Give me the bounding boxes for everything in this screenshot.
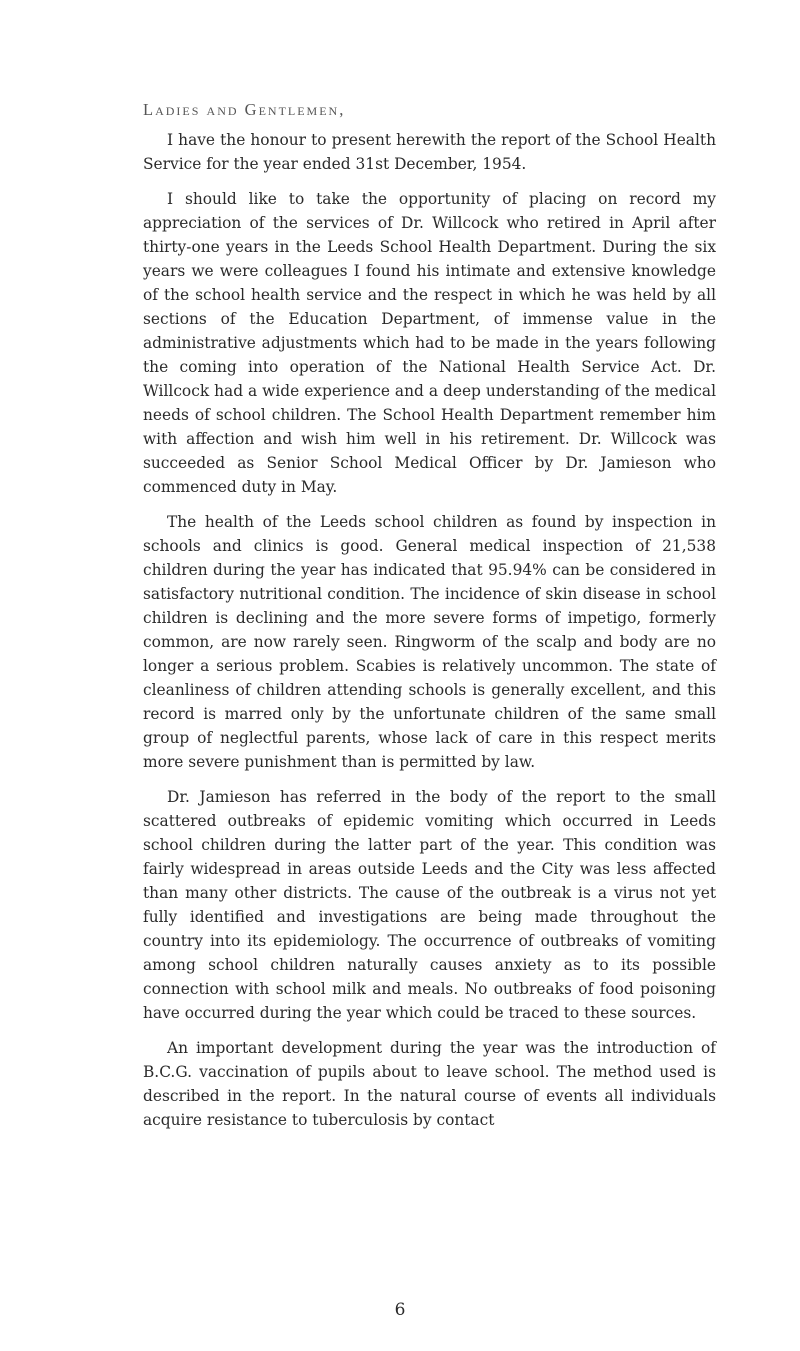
- paragraph-bcg-vaccination: An important development during the year was the introduction of B.C.G. vaccination of pupils about to leave school. The method used is described in the report. In the natural course of events all individuals acquire resistance to tuberculosis by contact: [143, 1039, 716, 1129]
- paragraph-dr-willcock-retirement: I should like to take the opportunity of placing on record my appreciation of the services of Dr. Willcock who retired in April after thirty-one years in the Leeds School Health Department. During the six years we were colleagues I found his intimate and extensive knowledge of the school health service and the respect in which he was held by all sections of the Education Department, of immense value in the administrative adjustments which had to be made in the years following the coming into operation of the National Health Service Act. Dr. Willcock had a wide experience and a deep understanding of the medical needs of school children. The School Health Department remember him with affection and wish him well in his retirement. Dr. Willcock was succeeded as Senior School Medical Officer by Dr. Jamieson who commenced duty in May.: [143, 190, 716, 496]
- paragraph-health-of-school-children: The health of the Leeds school children as found by inspection in schools and clinics is good. General medical inspection of 21,538 children during the year has indicated that 95.94% can be considered in satisfactory nutritional condition. The incidence of skin disease in school children is declining and the more severe forms of impetigo, formerly common, are now rarely seen. Ringworm of the scalp and body are no longer a serious problem. Scabies is relatively uncommon. The state of cleanliness of children attending schools is generally excellent, and this record is marred only by the unfortunate children of the same small group of neglectful parents, whose lack of care in this respect merits more severe punishment than is permitted by law.: [143, 513, 716, 771]
- salutation: Ladies and Gentlemen,: [143, 100, 346, 119]
- paragraph-epidemic-vomiting: Dr. Jamieson has referred in the body of the report to the small scattered outbreaks of epidemic vomiting which occurred in Leeds school children during the latter part of the year. This condition was fairly widespread in areas outside Leeds and the City was less affected than many other districts. The cause of the outbreak is a virus not yet fully identified and investigations are being made throughout the country into its epidemiology. The occurrence of outbreaks of vomiting among school children naturally causes anxiety as to its possible connection with school milk and meals. No outbreaks of food poisoning have occurred during the year which could be traced to these sources.: [143, 788, 716, 1022]
- paragraph-report-introduction: I have the honour to present herewith the report of the School Health Service for the year ended 31st December, 1954.: [143, 131, 716, 173]
- page-number: 6: [394, 1300, 406, 1320]
- document-page: [143, 100, 716, 1132]
